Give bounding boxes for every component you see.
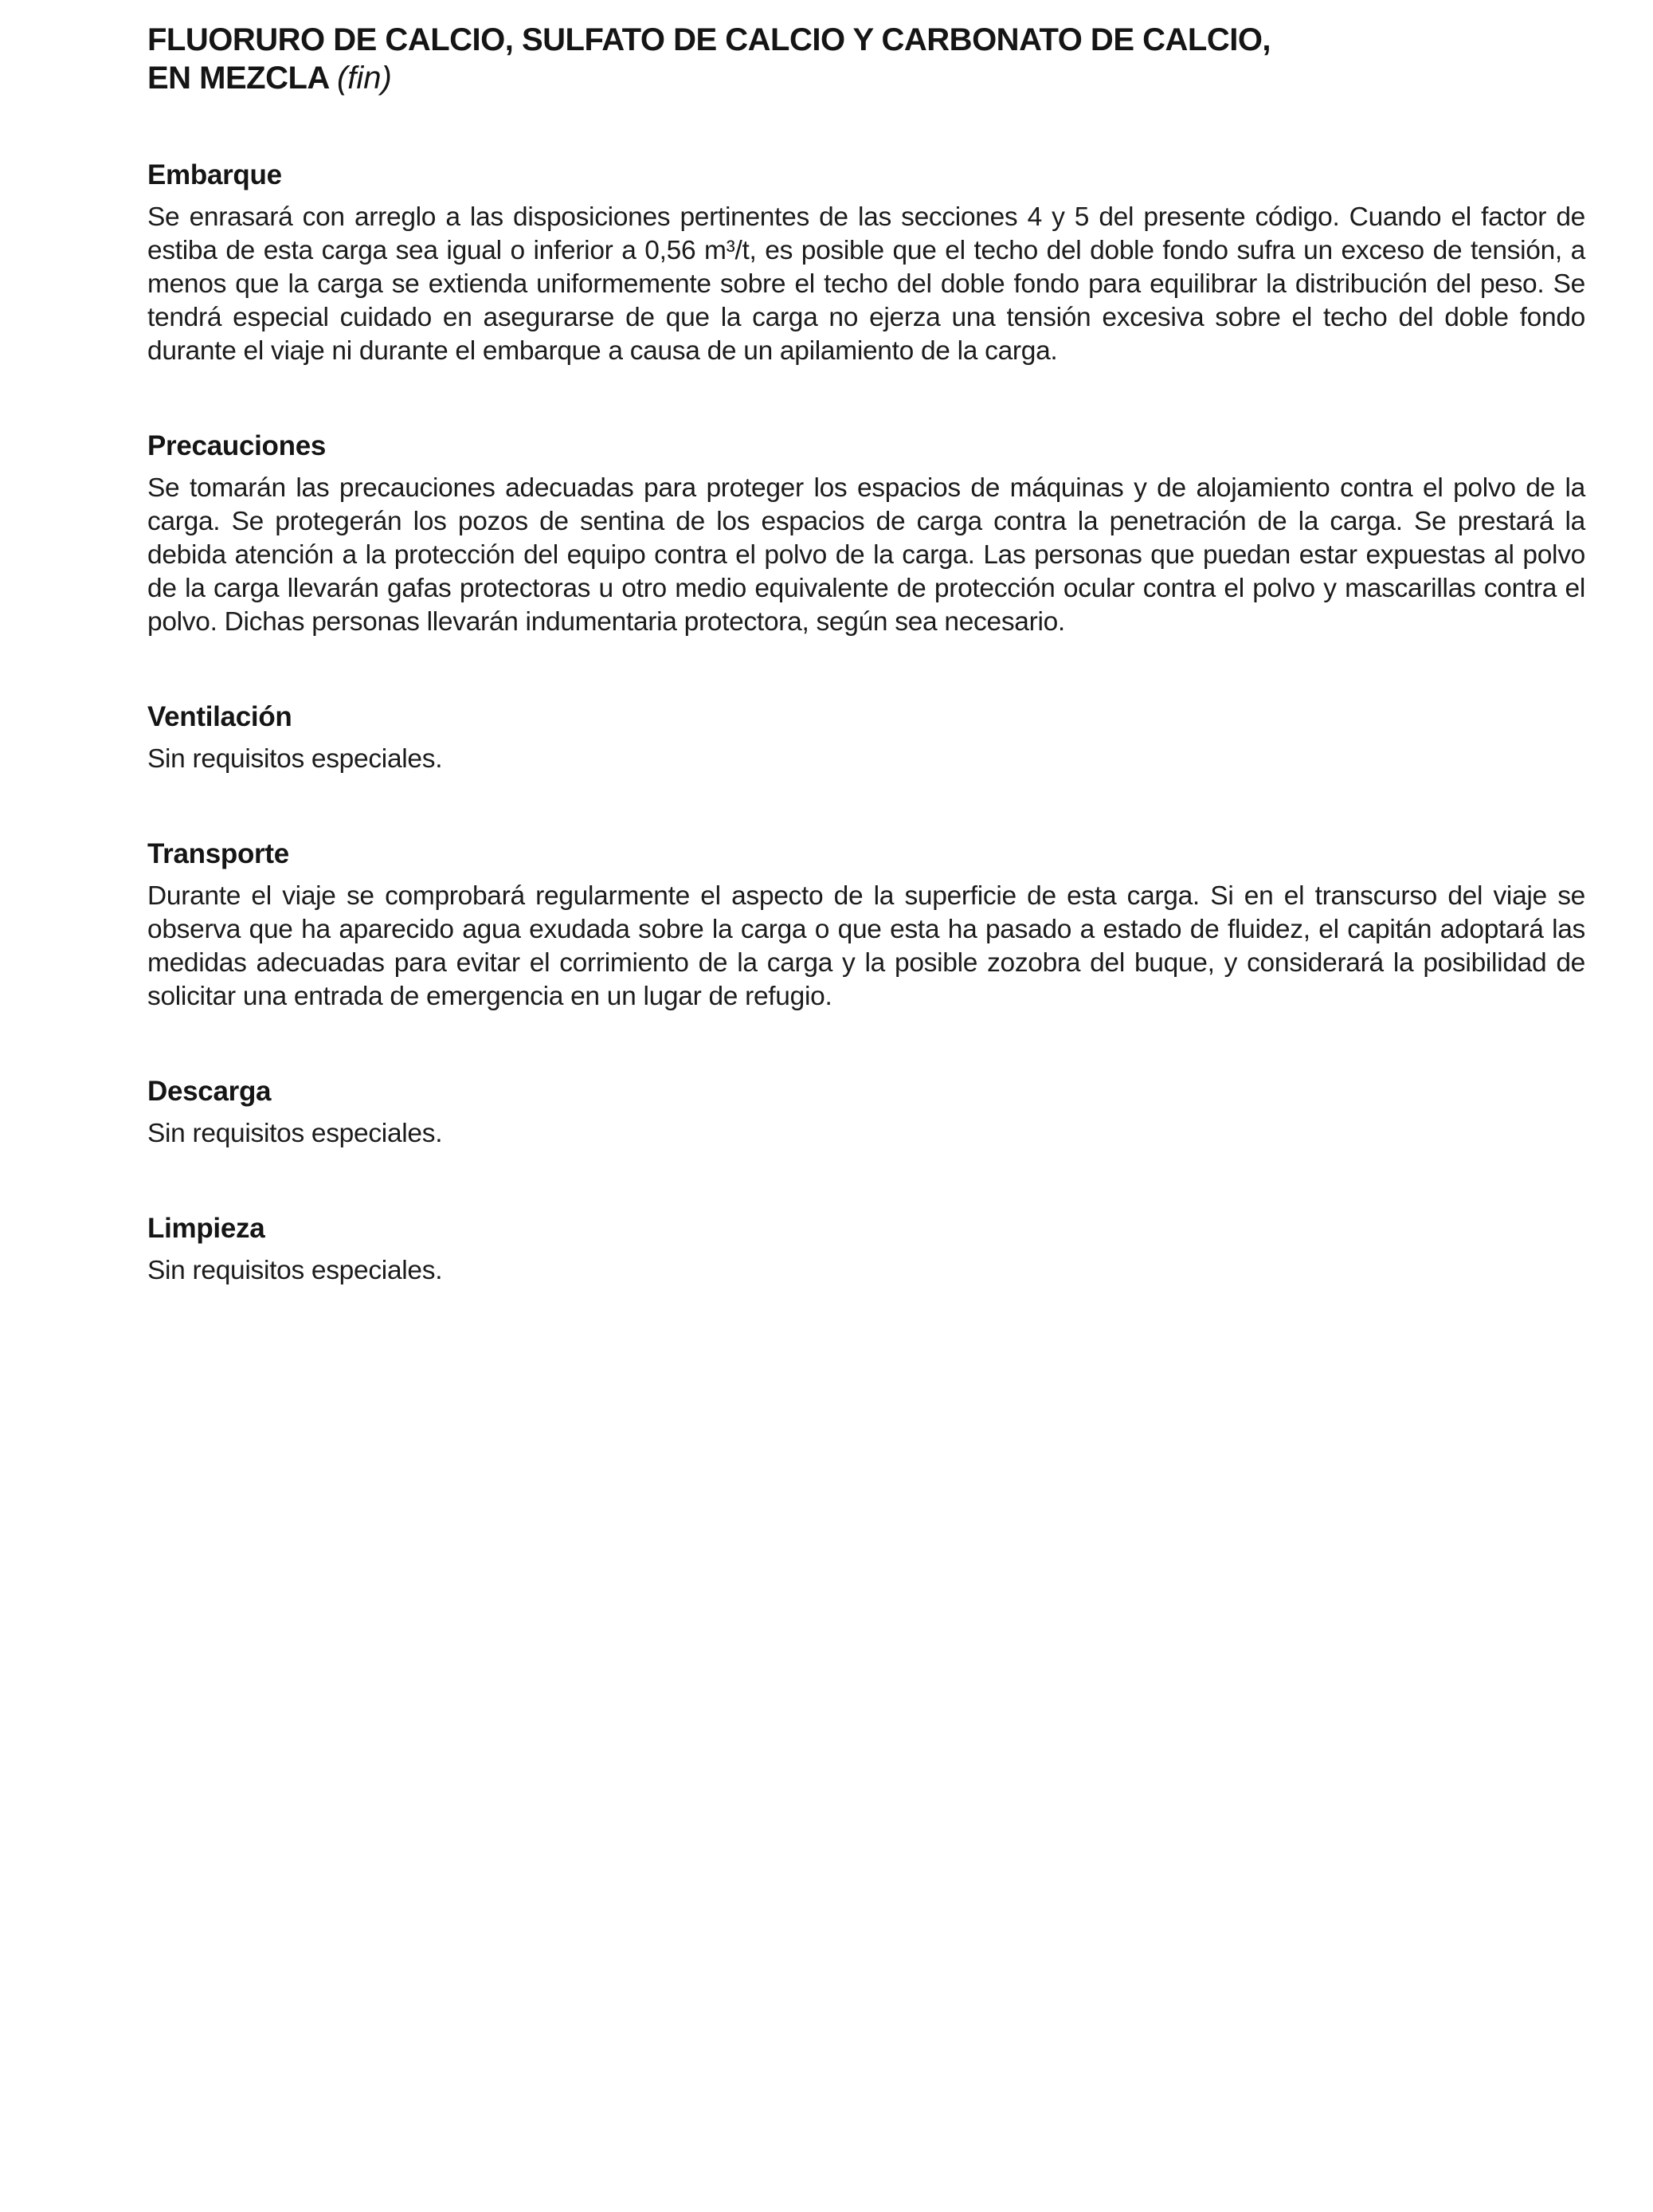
section-body-limpieza: Sin requisitos especiales. [147,1256,443,1285]
page-title-line2-main: EN MEZCLA [147,61,329,96]
section-embarque [147,158,1585,368]
section-ventilacion [147,700,1585,776]
section-body-transporte: Durante el viaje se comprobará regularmente el aspecto de la superficie de esta carga. Si en el transcurso del viaje se observa que ha aparecido agua exudada sobre la carga o que esta ha pasado a estado de fluidez, el capitán adoptará las medidas adecuadas para evitar el corrimiento de la carga y la posible zozobra del buque, y considerará la posibilidad de solicitar una entrada de emergencia en un lugar de refugio. [147,881,1585,1011]
section-descarga [147,1074,1585,1151]
section-transporte [147,837,1585,1014]
page-title [147,21,1585,97]
document-content [147,21,1585,1288]
section-body-ventilacion: Sin requisitos especiales. [147,744,443,774]
section-body-embarque: Se enrasará con arreglo a las disposiciones pertinentes de las secciones 4 y 5 del presente código. Cuando el factor de estiba de esta carga sea igual o inferior a 0,56 m³/t, es posible que el techo del doble fondo sufra un exceso de tensión, a menos que la carga se extienda uniformemente sobre el techo del doble fondo para equilibrar la distribución del peso. Se tendrá especial cuidado en asegurarse de que la carga no ejerza una tensión excesiva sobre el techo del doble fondo durante el viaje ni durante el embarque a causa de un apilamiento de la carga. [147,202,1585,366]
section-heading-descarga: Descarga [147,1076,272,1107]
section-heading-ventilacion: Ventilación [147,701,292,732]
section-limpieza [147,1211,1585,1288]
section-heading-transporte: Transporte [147,838,289,869]
section-body-descarga: Sin requisitos especiales. [147,1119,443,1148]
section-precauciones [147,429,1585,639]
page-title-suffix: (fin) [336,61,392,96]
page-title-line2 [147,59,1585,97]
section-body-precauciones: Se tomarán las precauciones adecuadas para proteger los espacios de máquinas y de alojamiento contra el polvo de la carga. Se protegerán los pozos de sentina de los espacios de carga contra la penetración de la carga. Se prestará la debida atención a la protección del equipo contra el polvo de la carga. Las personas que puedan estar expuestas al polvo de la carga llevarán gafas protectoras u otro medio equivalente de protección ocular contra el polvo y mascarillas contra el polvo. Dichas personas llevarán indumentaria protectora, según sea necesario. [147,473,1585,637]
section-heading-precauciones: Precauciones [147,430,327,461]
section-heading-limpieza: Limpieza [147,1213,265,1244]
page-title-line1: FLUORURO DE CALCIO, SULFATO DE CALCIO Y CARBONATO DE CALCIO, [147,22,1271,57]
section-heading-embarque: Embarque [147,159,282,190]
